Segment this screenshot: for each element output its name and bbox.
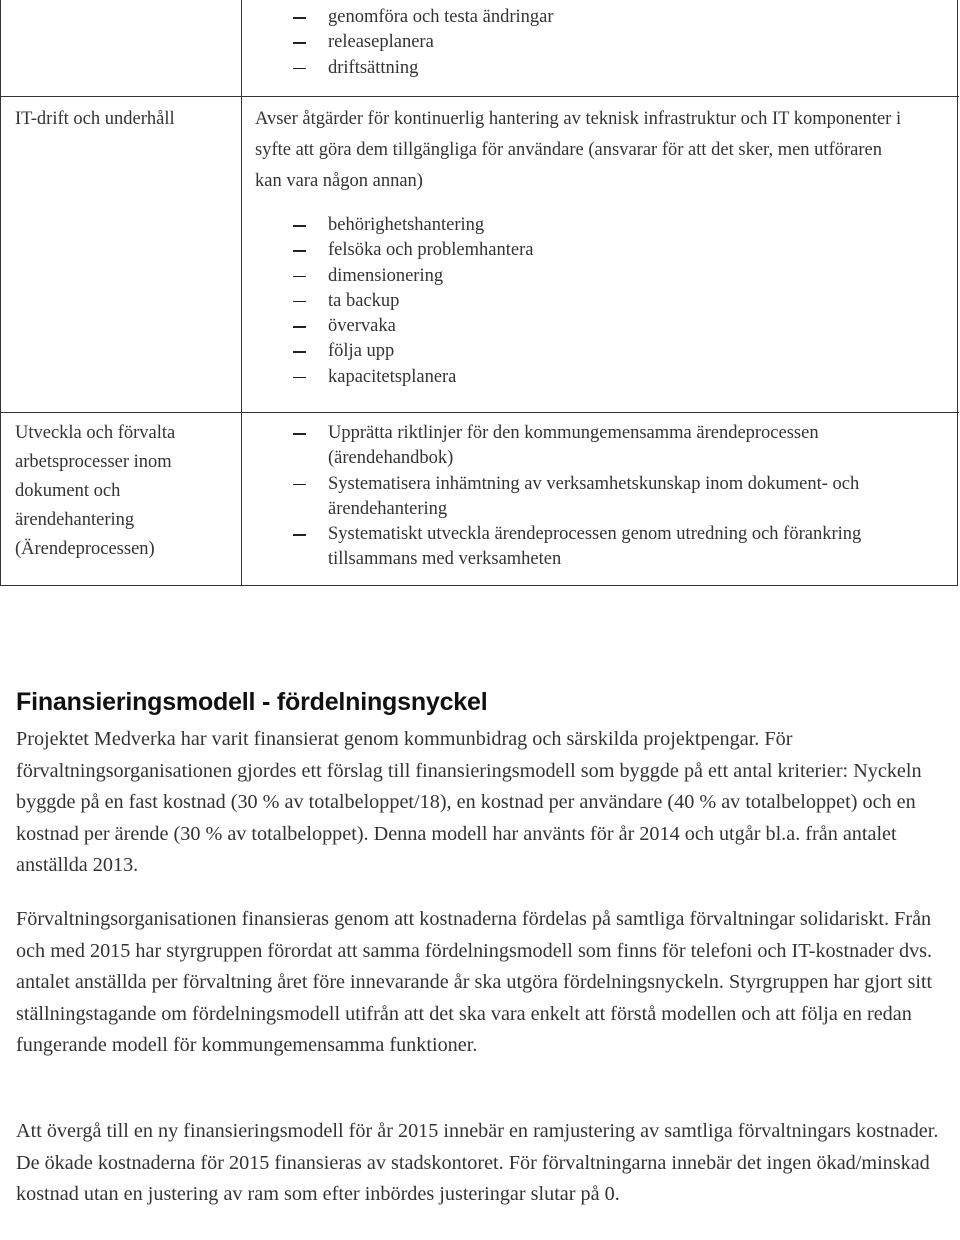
- row2-label: Utveckla och förvalta arbetsprocesser inom dokument och ärendehantering (Ärendeprocessen): [15, 423, 176, 559]
- paragraph: Att övergå till en ny finansieringsmodell för år 2015 innebär en ramjustering av samtliga förvaltningars kostnader. De ökade kostnaderna för 2015 finansieras av stadskontoret. För förvaltningarna innebär det ingen ökad/minskad kostnad utan en justering av ram som efter inbördes justeringar slutar på 0.: [16, 1120, 939, 1206]
- row1-label: IT-drift och underhåll: [15, 109, 175, 129]
- list-item: övervaka: [255, 314, 945, 339]
- paragraph: Projektet Medverka har varit finansierat genom kommunbidrag och särskilda projektpengar. För förvaltningsorganisationen gjordes ett förslag till finansieringsmodell som byggde på ett antal kriterier: Nyckeln byggde på en fast kostnad (30 % av totalbeloppet/18), en kostnad per användare (40 % av totalbeloppet) och en kostnad per ärende (30 % av totalbeloppet). Denna modell har använts för år 2014 och utgår bl.a. från antalet anställda 2013.: [16, 728, 922, 877]
- list-item: releaseplanera: [255, 30, 945, 55]
- list-item: behörighetshantering: [255, 213, 945, 238]
- row0-content: [255, 5, 945, 81]
- list-item: följa upp: [255, 339, 945, 364]
- row-divider: [1, 96, 959, 97]
- list-item: kapacitetsplanera: [255, 365, 945, 390]
- list-item: dimensionering: [255, 264, 945, 289]
- section-heading: Finansieringsmodell - fördelningsnyckel: [16, 688, 488, 716]
- row2-list: [255, 421, 945, 573]
- list-item: driftsättning: [255, 56, 945, 81]
- column-divider: [241, 0, 242, 586]
- responsibility-table: [0, 0, 958, 586]
- row1-content: [255, 104, 945, 390]
- list-item: Systematiskt utveckla ärendeprocessen genom utredning och förankring tillsammans med verksamheten: [255, 522, 945, 573]
- row-divider: [1, 412, 959, 413]
- list-item: Upprätta riktlinjer för den kommungemensamma ärendeprocessen (ärendehandbok): [255, 421, 945, 472]
- row2-content: [255, 421, 945, 573]
- row1-description: Avser åtgärder för kontinuerlig hantering av teknisk infrastruktur och IT komponenter i syfte att göra dem tillgängliga för användare (ansvarar för att det sker, men utföraren kan vara någon annan): [255, 109, 902, 191]
- paragraph: Förvaltningsorganisationen finansieras genom att kostnaderna fördelas på samtliga förvaltningar solidariskt. Från och med 2015 har styrgruppen förordat att samma fördelningsmodell som finns för telefoni och IT-kostnader dvs. antalet anställda per förvaltning året före innevarande år ska utgöra fördelningsnyckeln. Styrgruppen har gjort sitt ställningstagande om fördelningsmodell utifrån att det ska vara enkelt att förstå modellen och att följa en redan fungerande modell för kommungemensamma funktioner.: [16, 908, 933, 1057]
- row0-list: [255, 5, 945, 81]
- list-item: Systematisera inhämtning av verksamhetskunskap inom dokument- och ärendehantering: [255, 472, 945, 523]
- row1-list: [255, 213, 945, 390]
- list-item: felsöka och problemhantera: [255, 238, 945, 263]
- list-item: genomföra och testa ändringar: [255, 5, 945, 30]
- list-item: ta backup: [255, 289, 945, 314]
